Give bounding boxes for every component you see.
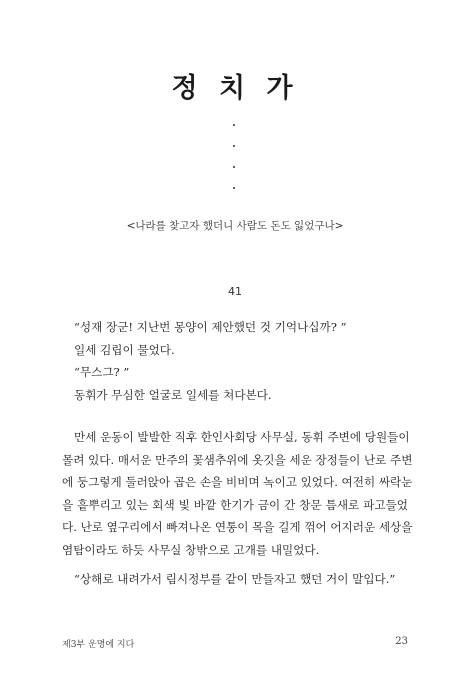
closing-dialogue	[62, 568, 408, 591]
dialogue-block	[62, 316, 408, 406]
paragraph-line: 염탐이라도 하듯 사무실 창밖으로 고개를 내밀었다.	[62, 542, 320, 557]
dialogue-line: 동휘가 무심한 얼굴로 일세를 쳐다본다.	[74, 387, 272, 402]
divider-dot	[233, 166, 235, 168]
paragraph-line: 다. 난로 옆구리에서 빠져나온 연통이 목을 길게 꺾어 어지러운 세상을	[62, 520, 413, 534]
chapter-title: 정 치 가	[171, 73, 299, 104]
narration-paragraph	[62, 426, 413, 561]
paragraph-line: 을 흩뿌리고 있는 회색 빛 바깥 한기가 금이 간 창문 틈새로 파고들었	[62, 497, 408, 512]
paragraph-line: 만세 운동이 발발한 직후 한인사회당 사무실, 동휘 주변에 당원들이	[74, 430, 410, 444]
dialogue-line: 일세 김립이 물었다.	[74, 342, 175, 357]
divider-dot	[233, 145, 235, 147]
section-number: 41	[228, 285, 242, 298]
paragraph-line: 에 둥그렇게 둘러앉아 곱은 손을 비비며 녹이고 있었다. 여전히 싸락눈	[62, 475, 413, 489]
dialogue-line: “무스그? ”	[74, 365, 130, 379]
chapter-subtitle: <나라를 찾고자 했더니 사람도 돈도 잃었구나>	[126, 220, 344, 232]
divider-dot	[233, 124, 235, 126]
section-divider-dots	[233, 124, 235, 208]
dialogue-line: “성재 장군! 지난번 몽양이 제안했던 것 기억나십까? ”	[74, 320, 347, 334]
running-footer-title: 제3부 운명에 지다	[62, 640, 135, 650]
dialogue-line: “상해로 내려가서 림시정부를 같이 만들자고 했던 거이 말입다.”	[74, 572, 396, 586]
page-number: 23	[395, 636, 408, 647]
divider-dot	[233, 187, 235, 189]
paragraph-line: 몰려 있다. 매서운 만주의 꽃샘추위에 옷깃을 세운 장정들이 난로 주변	[62, 452, 413, 467]
